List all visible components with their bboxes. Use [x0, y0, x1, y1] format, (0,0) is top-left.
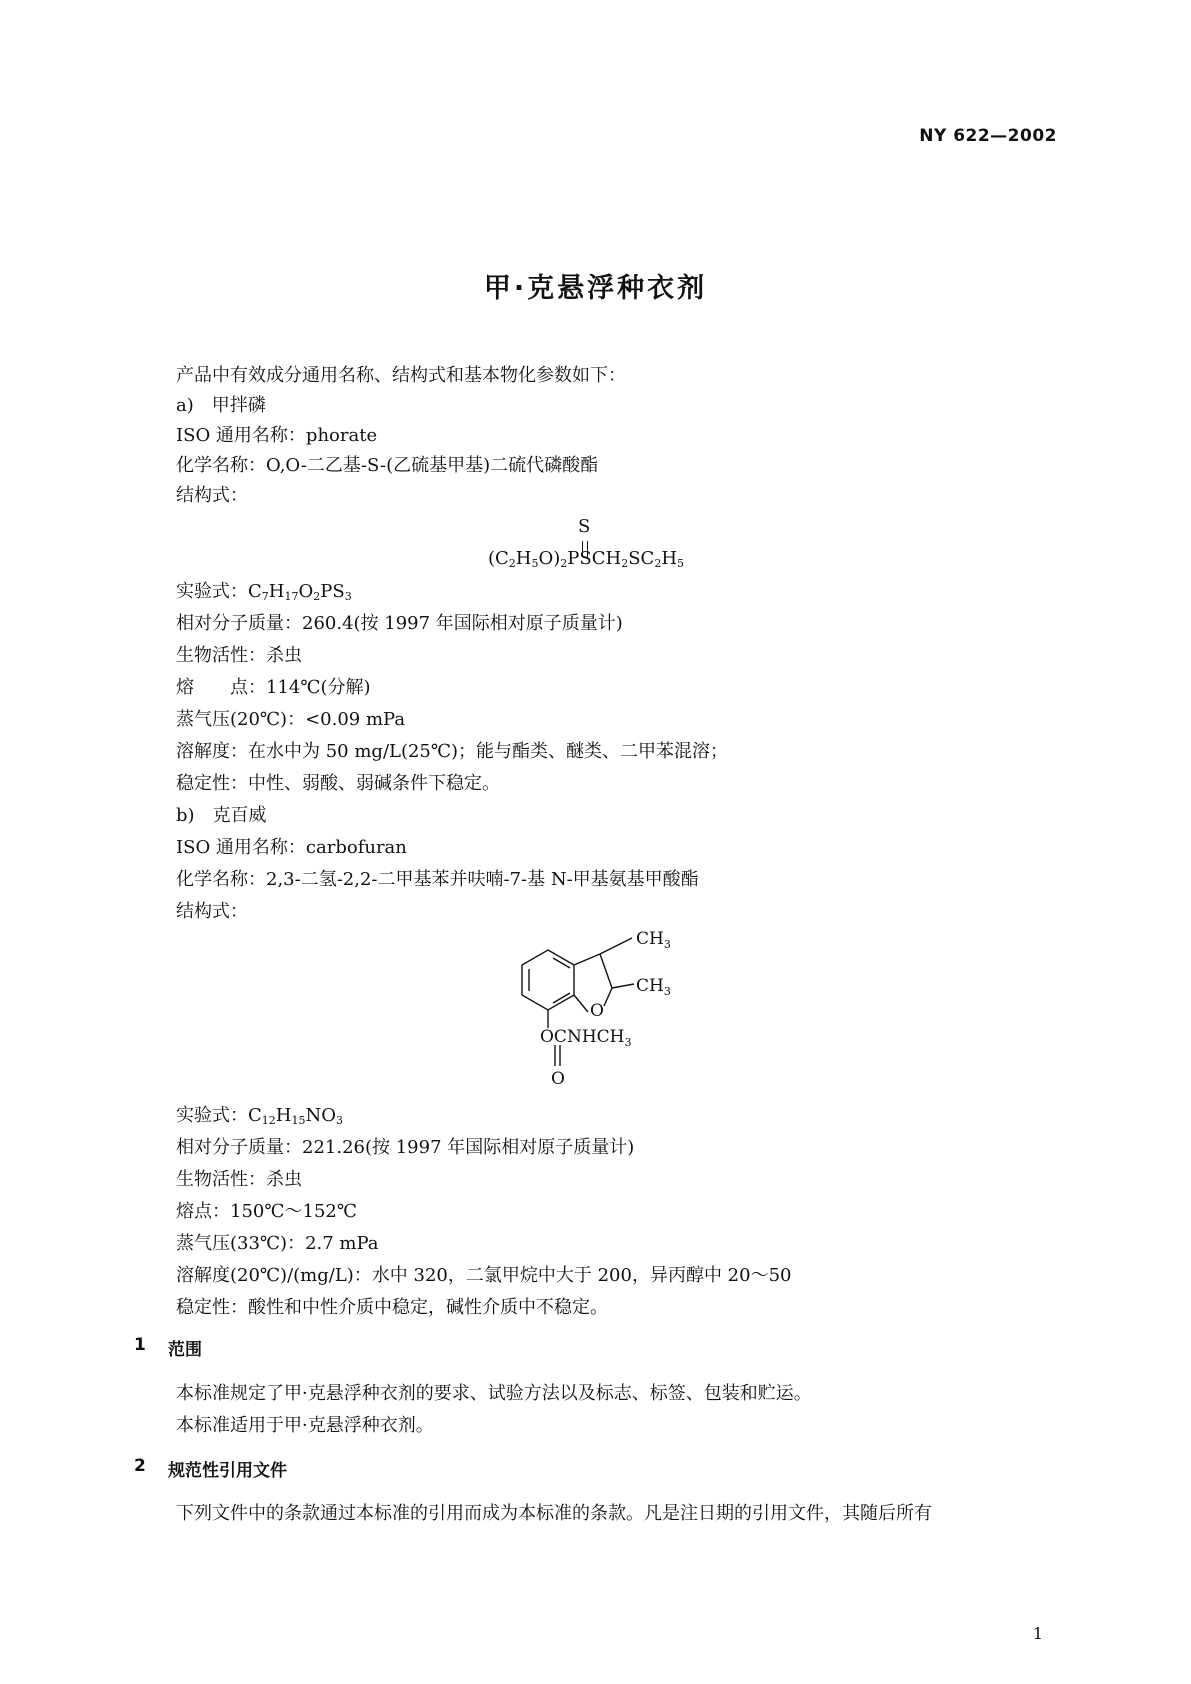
- compound-b-melting-point: 熔点：150℃～152℃: [176, 1201, 357, 1222]
- compound-a-vapor-pressure: 蒸气压(20℃)：<0.09 mPa: [176, 709, 406, 730]
- carbamate-label: $OCNHCH_3$: [540, 1027, 632, 1049]
- section-2-paragraph-1: 下列文件中的条款通过本标准的引用而成为本标准的条款。凡是注日期的引用文件，其随后所有: [176, 1503, 932, 1524]
- standard-code: NY 622—2002: [919, 126, 1057, 146]
- compound-b-stability: 稳定性：酸性和中性介质中稳定，碱性介质中不稳定。: [176, 1297, 608, 1318]
- compound-a-structure-label: 结构式：: [176, 485, 248, 506]
- compound-a-empirical-formula: 实验式：$C_7H_{17}O_2PS_3$: [176, 581, 352, 603]
- section-1-number: 1: [134, 1335, 146, 1355]
- compound-b-solubility: 溶解度(20℃)/(mg/L)：水中 320，二氯甲烷中大于 200，异丙醇中 20～50: [176, 1265, 792, 1286]
- compound-a-solubility: 溶解度：在水中为 50 mg/L(25℃)；能与酯类、醚类、二甲苯混溶；: [176, 741, 729, 762]
- methyl-top-label: $CH_3$: [636, 929, 671, 951]
- compound-a-molecular-mass: 相对分子质量：260.4(按 1997 年国际相对原子质量计): [176, 613, 623, 634]
- section-2-title: 规范性引用文件: [168, 1461, 287, 1481]
- compound-a-bioactivity: 生物活性：杀虫: [176, 645, 302, 666]
- page-number: 1: [1032, 1624, 1043, 1643]
- section-1-paragraph-1: 本标准规定了甲·克悬浮种衣剂的要求、试验方法以及标志、标签、包装和贮运。: [176, 1383, 812, 1404]
- compound-b-label: b) 克百威: [176, 805, 267, 826]
- compound-b-chemical-name: 化学名称：2,3-二氢-2,2-二甲基苯并呋喃-7-基 N-甲基氨基甲酸酯: [176, 869, 699, 890]
- compound-b-vapor-pressure: 蒸气压(33℃)：2.7 mPa: [176, 1233, 379, 1254]
- section-1-paragraph-2: 本标准适用于甲·克悬浮种衣剂。: [176, 1415, 434, 1436]
- compound-a-sulfur-atom: S: [578, 516, 591, 537]
- compound-a-label: a) 甲拌磷: [176, 395, 266, 416]
- section-1-title: 范围: [168, 1340, 202, 1360]
- section-2-number: 2: [134, 1456, 146, 1476]
- compound-a-stability: 稳定性：中性、弱酸、弱碱条件下稳定。: [176, 773, 500, 794]
- methyl-bottom-label: $CH_3$: [636, 976, 671, 998]
- document-title: 甲·克悬浮种衣剂: [483, 273, 708, 304]
- compound-a-structure-formula: $(C_2H_5O)_2PSCH_2SC_2H_5$: [488, 548, 685, 570]
- compound-a-iso-name: ISO 通用名称：phorate: [176, 425, 378, 446]
- compound-b-empirical-formula: 实验式：$C_{12}H_{15}NO_3$: [176, 1105, 343, 1127]
- carbonyl-oxygen-label: O: [551, 1069, 565, 1089]
- carbofuran-structure-diagram: [500, 928, 720, 1098]
- compound-a-melting-point: 熔 点：114℃(分解): [176, 677, 371, 698]
- benzene-ring: [522, 950, 574, 1010]
- intro-text: 产品中有效成分通用名称、结构式和基本物化参数如下：: [176, 365, 626, 386]
- compound-b-iso-name: ISO 通用名称：carbofuran: [176, 837, 407, 858]
- compound-b-bioactivity: 生物活性：杀虫: [176, 1169, 302, 1190]
- compound-b-molecular-mass: 相对分子质量：221.26(按 1997 年国际相对原子质量计): [176, 1137, 635, 1158]
- ring-oxygen-label: O: [590, 1001, 604, 1021]
- compound-b-structure-label: 结构式：: [176, 901, 248, 922]
- compound-a-chemical-name: 化学名称：O,O-二乙基-S-(乙硫基甲基)二硫代磷酸酯: [176, 455, 599, 476]
